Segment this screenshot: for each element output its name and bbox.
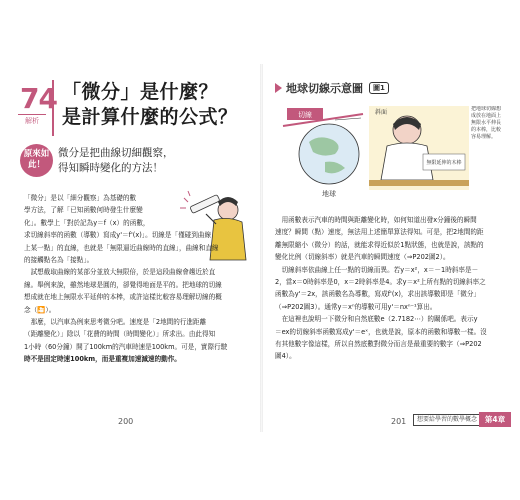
lead-badge: 原來如此！ — [20, 144, 53, 177]
left-body-line-9: 想成就在地上無限水平延伸的本棒，或許這樣比較容易理解切線的概 — [24, 293, 222, 302]
left-body-line-2: 學方法，了解「已知函數何時發生什麼變 — [24, 206, 143, 215]
diagram-header — [275, 80, 389, 96]
section-title — [52, 80, 266, 136]
left-body-line-12: （距離變化）」除以「花費的時間（時間變化）」所求出。由此得知 — [24, 330, 216, 339]
right-body-line-8: （⇒P202圖3）。通常y＝xⁿ的導數可用y'＝nxⁿ⁻¹算出。 — [275, 302, 437, 311]
right-body-line-4: 變化比例（切線斜率）就是汽車的瞬間速度（⇒P202圖2）。 — [275, 253, 450, 262]
diagram-note: 把地球切線想成放在地面上無限水平伸長的本棒，比較容易理解。 — [471, 106, 502, 140]
ground-label: 無限延伸的木棒 — [426, 160, 462, 166]
right-page — [263, 64, 514, 432]
right-body-text — [275, 214, 507, 363]
right-body-line-3: 離無限縮小（微分）的話，就能求得近似於1點狀態，也就是說，該點的 — [275, 240, 484, 249]
left-body-line-14: 時不是固定時速100km，而是重複加速減速的動作。 — [24, 355, 181, 364]
section-number: 74 — [20, 82, 57, 115]
right-body-line-6: 2，當x＝0時斜率是0，x＝2時斜率是4。求y＝x²上所有點的切線斜率之 — [275, 278, 486, 287]
chapter-tab: 第4章 — [479, 412, 511, 427]
right-body-line-5: 切線斜率依曲線上任一點的切線而異。若y＝x²，x＝－1時斜率是－ — [275, 265, 479, 274]
earth-tangent-diagram — [273, 96, 505, 200]
lead-text — [58, 146, 258, 176]
left-body-text — [24, 192, 256, 366]
right-body-line-1: 用函數表示汽車的時間與距離變化時，如何知道出發x分鐘後的瞬間 — [275, 216, 477, 224]
left-body-line-4: 求切線斜率的函數（導數）寫成y'＝f'(x)」。切線是「僅碰到曲線 — [24, 231, 212, 240]
right-body-line-2: 速度？瞬間（點）速度，無法用上述簡單算法得知。可是，把2地間的距 — [275, 228, 484, 237]
left-body-line-1: 「微分」是以「細分觀察」為基礎的數 — [24, 194, 137, 202]
left-body-line-10: 念（🎦）。 — [24, 305, 56, 314]
left-body-line-8: 線。舉例來說，雖然地球是圓的，卻覺得地面是平的。把地球的切線 — [24, 280, 222, 289]
left-body-line-7: 試想截取曲線的某部分並放大無限倍，於是這段曲線會趨近於直 — [24, 268, 216, 277]
tangent-label: 切線 — [298, 111, 312, 119]
right-body-line-7: 函數為y'＝2x，該函數名為導數，寫成f'(x)，求出該導數即是「微分」 — [275, 290, 481, 299]
title-line-1: 「微分」是什麼？ — [62, 81, 219, 103]
right-body-line-10: ＝ex的切線斜率函數寫成y'＝eˣ，也就是說，原本的函數和導數一樣。沒 — [275, 327, 487, 336]
footer-label: 想要給學習的數學概念 — [413, 414, 481, 426]
lead-box — [16, 144, 256, 184]
right-body-line-11: 有其他數字像這樣，所以自然底數對微分而言是最重要的數字（⇒P202 — [275, 340, 482, 349]
earth-label: 地球 — [322, 190, 336, 198]
right-body-line-9: 在這裡也說明一下微分和自然底數e（2.7182⋯）的關係吧。表示y — [275, 315, 478, 324]
lead-line-1: 微分是把曲線切細觀察， — [58, 147, 174, 159]
diagram-ref: 圖1 — [369, 82, 389, 94]
left-body-line-5: 上某一點」的直線，也就是「無限逼近曲線時的直線」，曲線和直線 — [24, 243, 219, 252]
lead-line-2: 得知瞬時變化的方法！ — [58, 162, 163, 174]
title-line-2: 是計算什麼的公式？ — [62, 106, 238, 128]
left-body-line-11: 那麼，以汽車為例來思考微分吧。速度是「2地間的行進距離 — [24, 318, 207, 327]
left-body-line-6: 的接觸點名為「接點」。 — [24, 256, 94, 265]
left-body-line-13: 1小時（60分鐘）開了100km的汽車時速是100km。可是，實際行駛 — [24, 342, 228, 351]
page-number-right: 201 — [391, 417, 407, 426]
right-body-line-12: 圖4）。 — [275, 352, 296, 361]
diagram-title: 地球切線示意圖 — [286, 82, 363, 95]
left-page — [6, 64, 261, 432]
left-body-line-3: 化」。數學上「對於記為y＝f（x）的函數， — [24, 218, 150, 227]
triangle-icon — [275, 83, 282, 93]
slope-label: 斜面 — [375, 109, 388, 116]
page-number-left: 200 — [118, 417, 134, 426]
section-tag: 解析 — [18, 114, 46, 126]
